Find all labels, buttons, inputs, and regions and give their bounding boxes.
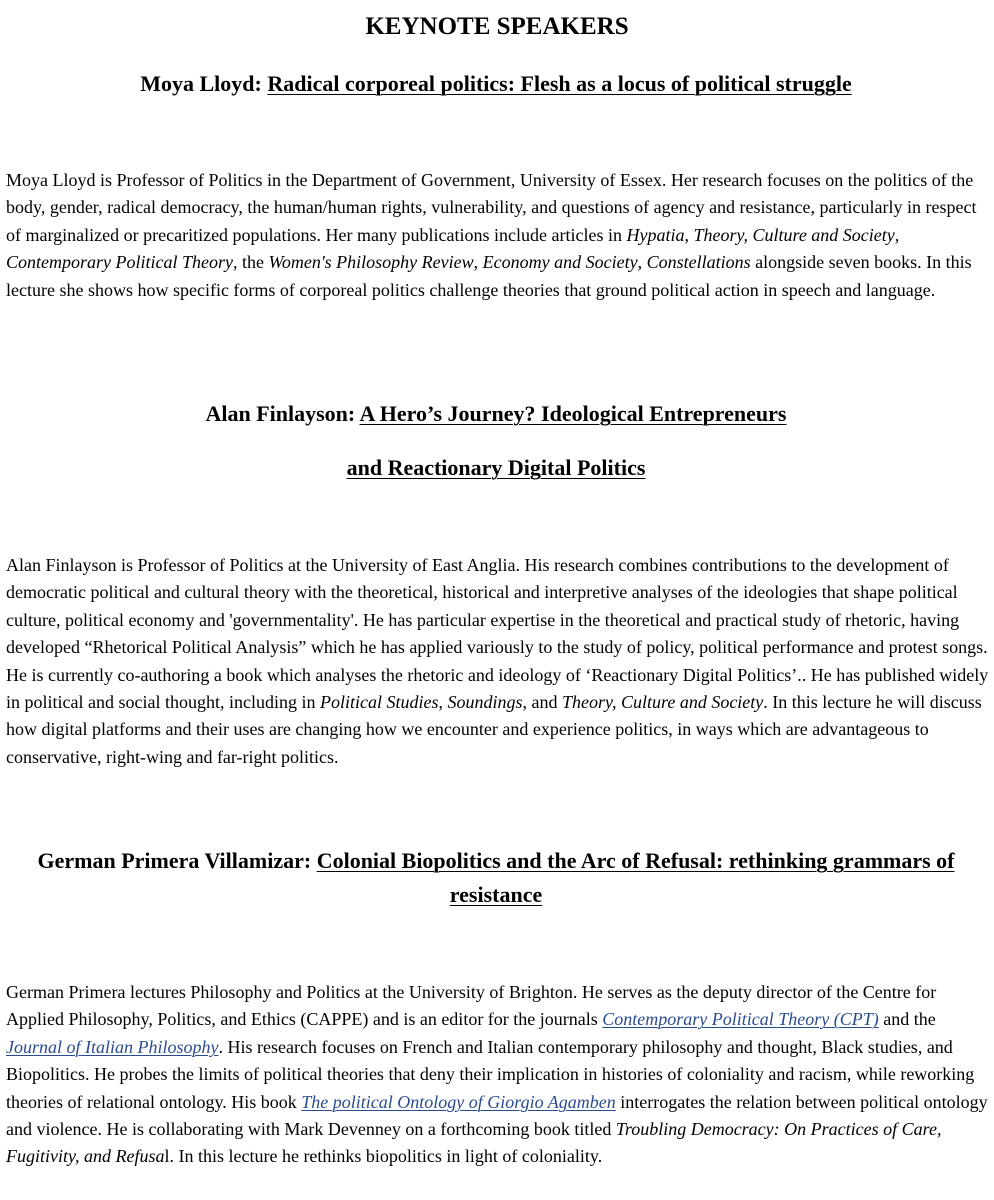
speaker-bio-lloyd <box>6 167 992 304</box>
journal-title: Contemporary Political Theory <box>6 252 233 273</box>
bio-text: , <box>473 252 483 273</box>
speaker-heading-primera <box>6 844 986 912</box>
bio-text: , <box>894 224 900 245</box>
journal-link-italian-philosophy[interactable]: Journal of Italian Philosophy <box>6 1036 219 1057</box>
talk-title-line-1: A Hero’s Journey? Ideological Entrepreneurs <box>359 401 787 426</box>
journal-title: Theory, Culture and Society <box>693 224 895 245</box>
speaker-heading-finlayson-line-2 <box>6 451 986 485</box>
bio-text: . His research focuses on French and Italian contemporary philosophy and thought, Black studies, and Biopolitics. He probes the limits of political theories that deny their implication in histories of coloniality and racism, while reworking theories of relational ontology. His book <box>6 1036 975 1112</box>
journal-title: Economy and Society <box>482 252 638 273</box>
bio-text: interrogates the relation between political ontology and violence. He is collaborating with Mark Devenney on a forthcoming book titled <box>6 1091 988 1140</box>
bio-text: , and <box>522 692 562 713</box>
journal-title: Constellations <box>646 252 751 273</box>
journal-title: Women's Philosophy Review <box>268 252 474 273</box>
bio-text: alongside seven books. In this lecture she shows how specific forms of corporeal politics challenge theories that ground political action in speech and language. <box>6 252 972 300</box>
speaker-bio-primera <box>6 979 992 1171</box>
journal-title: Soundings <box>447 692 523 713</box>
bio-text: l. In this lecture he rethinks biopolitics in light of coloniality. <box>164 1146 603 1167</box>
speaker-name: Alan Finlayson: <box>205 401 356 426</box>
bio-text: Alan Finlayson is Professor of Politics at the University of East Anglia. His research combines contributions to the development of democratic political and cultural theory with the theoretical, historical and interpretive analyses of the ideologies that shape political culture, political economy and 'governmentality'. He has particular expertise in the theoretical and practical study of rhetoric, having developed “Rhetorical Political Analysis” which he has applied variously to the study of policy, political performance and protest songs. He is currently co-authoring a book which analyses the rhetoric and ideology of ‘Reactionary Digital Politics’.. He has published widely in political and social thought, including in <box>6 555 989 713</box>
bio-text: Moya Lloyd is Professor of Politics in the Department of Government, University of Essex. Her research focuses on the politics of the body, gender, radical democracy, the human/human rights, vulnerability, and questions of agency and resistance, particularly in respect of marginalized or precaritized populations. Her many publications include articles in <box>6 170 977 245</box>
speaker-name: Moya Lloyd: <box>140 71 262 96</box>
book-link-agamben[interactable]: The political Ontology of Giorgio Agamben <box>301 1091 616 1112</box>
bio-text: German Primera lectures Philosophy and Politics at the University of Brighton. He serves as the deputy director of the Centre for Applied Philosophy, Politics, and Ethics (CAPPE) and is an editor for the journals <box>6 982 937 1030</box>
speaker-name: German Primera Villamizar: <box>37 848 312 873</box>
page-title: KEYNOTE SPEAKERS <box>365 13 629 40</box>
speaker-heading-lloyd <box>6 67 986 101</box>
speaker-bio-finlayson <box>6 552 992 771</box>
bio-text: , <box>438 692 448 713</box>
talk-title: Radical corporeal politics: Flesh as a locus of political struggle <box>267 71 852 96</box>
bio-text: , <box>684 224 694 245</box>
bio-text: , the <box>232 252 269 273</box>
journal-title: Hypatia <box>626 224 685 245</box>
journal-title: Political Studies <box>319 692 439 713</box>
book-title: Troubling Democracy: On Practices of Care, Fugitivity, and Refusa <box>6 1119 942 1167</box>
journal-title: Theory, Culture and Society <box>561 692 764 713</box>
talk-title-line-2: and Reactionary Digital Politics <box>346 455 646 480</box>
talk-title: Colonial Biopolitics and the Arc of Refusal: rethinking grammars of resistance <box>316 848 955 907</box>
bio-text: , <box>637 252 647 273</box>
bio-text: and the <box>878 1009 936 1030</box>
journal-link-cpt[interactable]: Contemporary Political Theory (CPT) <box>602 1009 879 1030</box>
bio-text: . In this lecture he will discuss how digital platforms and their uses are changing how we encounter and experience politics, in ways which are advantageous to conservative, right-wing and far-right politics. <box>6 692 982 767</box>
speaker-heading-finlayson <box>6 397 986 431</box>
